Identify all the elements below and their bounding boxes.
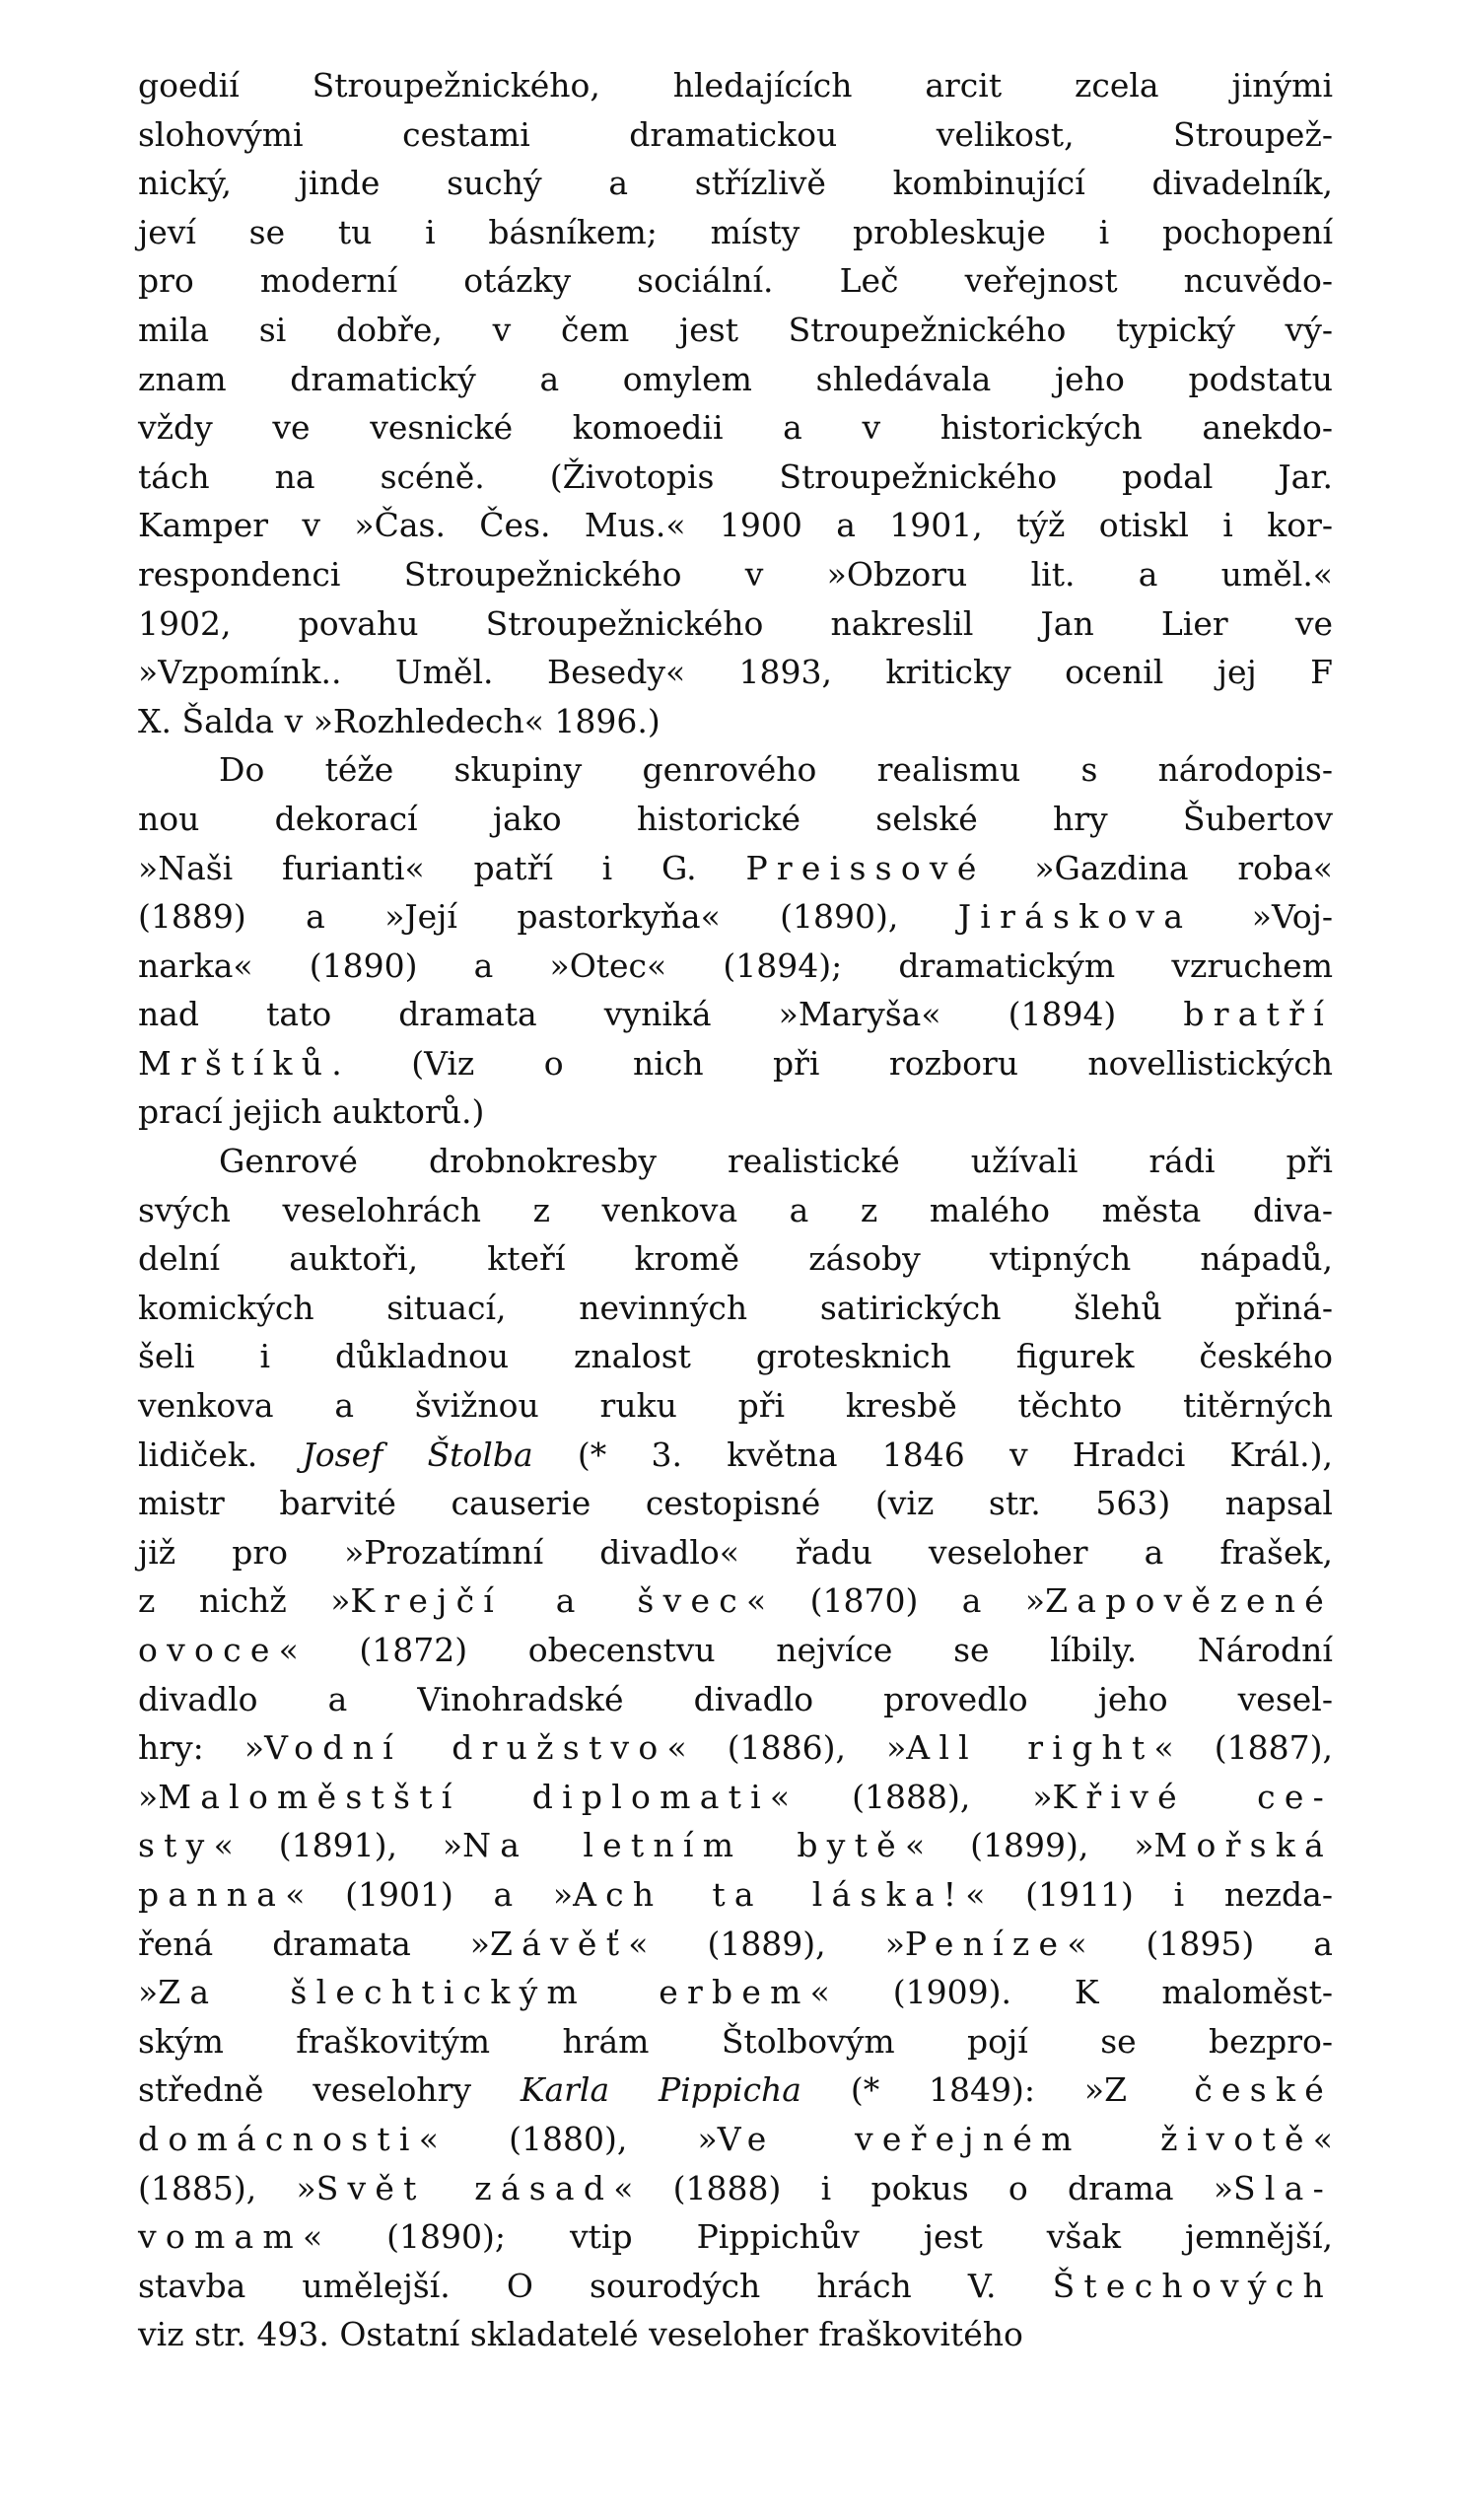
text-run: nický, jinde suchý a střízlivě kombinující divadelník, [138,164,1333,203]
text-run: znam dramatický a omylem shledávala jeho podstatu [138,359,1333,398]
text-run: « (1911) i nezda- [965,1874,1333,1914]
text-line [138,844,1333,893]
text-run: pro moderní otázky sociální. Leč veřejnost ncuvědo- [138,261,1333,301]
text-run: prací jejich auktorů.) [138,1092,485,1132]
spaced-title: Z české [1104,2070,1333,2110]
text-line [138,159,1333,208]
text-line [138,2262,1333,2311]
text-line [138,1381,1333,1431]
text-line [138,1675,1333,1724]
text-run: středně veselohry [138,2070,521,2110]
spaced-title: Na letním bytě [462,1826,905,1865]
text-run: « (1901) a » [285,1874,574,1914]
text-line [138,648,1333,697]
text-line [138,2310,1333,2359]
text-line [138,1773,1333,1822]
book-page-text [138,61,1333,2359]
text-run: z nichž » [138,1581,351,1621]
spaced-title: bratří [1183,995,1333,1034]
text-run: « (1870) a » [745,1581,1046,1621]
text-line [138,1821,1333,1870]
spaced-title: ovoce [138,1631,279,1669]
text-line [138,892,1333,942]
spaced-title: Sla- [1233,2168,1333,2207]
text-run: Kamper v »Čas. Čes. Mus.« 1900 a 1901, týž otiskl i kor- [138,506,1333,545]
text-run: narka« (1890) a »Otec« (1894); dramatickým vzruchem [138,945,1333,985]
text-run: « (1889), » [628,1924,905,1963]
author-name: Josef Štolba [302,1435,533,1474]
text-run: slohovými cestami dramatickou velikost, Stroupež- [138,114,1333,154]
text-line [138,1431,1333,1480]
text-line [138,1087,1333,1137]
text-line [138,745,1333,795]
text-line [138,1137,1333,1186]
text-line [138,355,1333,404]
text-line [138,1479,1333,1528]
text-run: X. Šalda v »Rozhledech« 1896.) [138,701,661,740]
text-line [138,2017,1333,2066]
spaced-title: Ve veřejném životě [717,2119,1313,2158]
text-run: již pro »Prozatímní divadlo« řadu veseloher a frašek, [138,1532,1333,1572]
text-run: (* 3. května 1846 v Hradci Král.), [532,1435,1334,1474]
text-line [138,1332,1333,1381]
text-run: viz str. 493. Ostatní skladatelé veseloher fraškovitého [138,2315,1023,2354]
text-run: tách na scéně. (Životopis Stroupežnického podal Jar. [138,456,1333,496]
spaced-title: panna [138,1874,286,1914]
paragraph-p1 [138,61,1333,745]
spaced-title: Jiráskova [957,897,1193,937]
author-name: Karla Pippicha [520,2070,801,2110]
text-run: 1902, povahu Stroupežnického nakreslil Jan Lier ve [138,603,1333,643]
text-line [138,2164,1333,2213]
text-run: »Naši furianti« patří i G. [138,848,746,887]
spaced-title: Za šlechtickým erbem [158,1973,810,2012]
text-line [138,2212,1333,2262]
text-run: » [138,1973,159,2012]
text-run: hry: » [138,1728,265,1768]
text-line [138,1968,1333,2017]
text-run: » [138,1777,159,1816]
text-line [138,208,1333,257]
text-run: « (1872) obecenstvu nejvíce se líbily. Národní [278,1631,1333,1669]
text-run: « (1887), [1153,1728,1333,1768]
text-run: šeli i důkladnou znalost grotesknich figurek českého [138,1337,1333,1376]
spaced-title: Mořská [1153,1826,1333,1865]
text-line [138,942,1333,991]
text-line [138,1528,1333,1577]
text-line [138,453,1333,502]
text-line [138,1723,1333,1773]
text-line [138,501,1333,550]
spaced-title: Krejčí a švec [350,1581,746,1621]
text-run: vždy ve vesnické komoedii a v historických anekdo- [138,408,1333,448]
text-run: goedií Stroupežnického, hledajících arcit zcela jinými [138,66,1333,105]
paragraph-p3 [138,1137,1333,2359]
text-run: Do téže skupiny genrového realismu s národopis- [219,750,1333,790]
spaced-title: Peníze [904,1924,1068,1963]
text-line [138,1870,1333,1920]
text-run: « (1888), » [769,1777,1053,1816]
text-run: (* 1849): » [800,2070,1105,2110]
spaced-title: Zapovězené [1045,1581,1333,1621]
spaced-title: domácnosti [138,2119,419,2158]
spaced-title: Svět zásad [315,2168,614,2207]
text-run: mistr barvité causerie cestopisné (viz str. 563) napsal [138,1484,1333,1523]
text-line [138,2115,1333,2164]
text-run: »Voj- [1192,897,1333,937]
text-line [138,1284,1333,1333]
text-run: (1885), » [138,2168,316,2207]
text-run: komických situací, nevinných satirických šlehů přiná- [138,1288,1333,1327]
text-line [138,2065,1333,2115]
text-run: respondenci Stroupežnického v »Obzoru lit. a uměl.« [138,554,1333,594]
spaced-title: Ach ta láska! [573,1874,966,1914]
spaced-title: Vodní družstvo [264,1728,667,1768]
spaced-title: Závěť [489,1924,629,1963]
spaced-title: vomam [138,2217,303,2257]
text-line [138,403,1333,453]
text-run: stavba umělejší. O sourodých hrách V. [138,2266,1053,2305]
text-run: « (1886), » [666,1728,907,1768]
text-run: « (1888) i pokus o drama » [613,2168,1234,2207]
spaced-title: sty [138,1826,214,1865]
text-run: nou dekorací jako historické selské hry Šubertov [138,799,1333,838]
text-line [138,990,1333,1039]
text-run: jeví se tu i básníkem; místy probleskuje i pochopení [138,212,1333,251]
text-line [138,110,1333,160]
text-line [138,1920,1333,1969]
spaced-title: Křivé ce- [1052,1777,1333,1816]
text-run: « (1899), » [904,1826,1154,1865]
text-line [138,599,1333,649]
text-line [138,1039,1333,1088]
text-run: Genrové drobnokresby realistické užívali rádi při [219,1142,1333,1181]
text-run: . (Viz o nich při rozboru novellistických [331,1043,1333,1083]
text-line [138,1186,1333,1235]
text-run: lidiček. [138,1435,303,1474]
spaced-title: Štechových [1052,2266,1333,2305]
text-line [138,256,1333,306]
text-run: « (1890); vtip Pippichův jest však jemnější, [302,2217,1333,2257]
text-line [138,1626,1333,1675]
text-run: divadlo a Vinohradské divadlo provedlo jeho vesel- [138,1679,1333,1718]
text-run: venkova a švižnou ruku při kresbě těchto titěrných [138,1386,1333,1426]
spaced-title: Preissové [745,848,986,887]
text-run: delní auktoři, kteří kromě zásoby vtipných nápadů, [138,1239,1333,1279]
text-run: mila si dobře, v čem jest Stroupežnického typický vý- [138,310,1333,349]
spaced-title: All right [906,1728,1154,1768]
text-run: « (1895) a [1067,1924,1333,1963]
text-run: »Gazdina roba« [985,848,1333,887]
text-line [138,697,1333,746]
text-run: « (1909). K maloměst- [809,1973,1333,2012]
text-run: nad tato dramata vyniká »Maryša« (1894) [138,995,1184,1034]
text-line [138,1234,1333,1284]
spaced-title: Maloměstští diplomati [158,1777,770,1816]
text-line [138,550,1333,599]
text-run: « (1891), » [213,1826,463,1865]
text-line [138,61,1333,110]
text-line [138,306,1333,355]
text-line [138,795,1333,844]
paragraph-p2 [138,745,1333,1137]
text-run: « [1312,2119,1333,2158]
text-run: »Vzpomínk.. Uměl. Besedy« 1893, kriticky ocenil jej F [138,653,1333,692]
spaced-title: Mrštíků [138,1043,332,1083]
text-run: ským fraškovitým hrám Štolbovým pojí se bezpro- [138,2021,1333,2061]
text-run: svých veselohrách z venkova a z malého města diva- [138,1190,1333,1229]
text-line [138,1576,1333,1626]
text-run: řená dramata » [138,1924,490,1963]
text-run: (1889) a »Její pastorkyňa« (1890), [138,897,958,937]
text-run: « (1880), » [418,2119,718,2158]
